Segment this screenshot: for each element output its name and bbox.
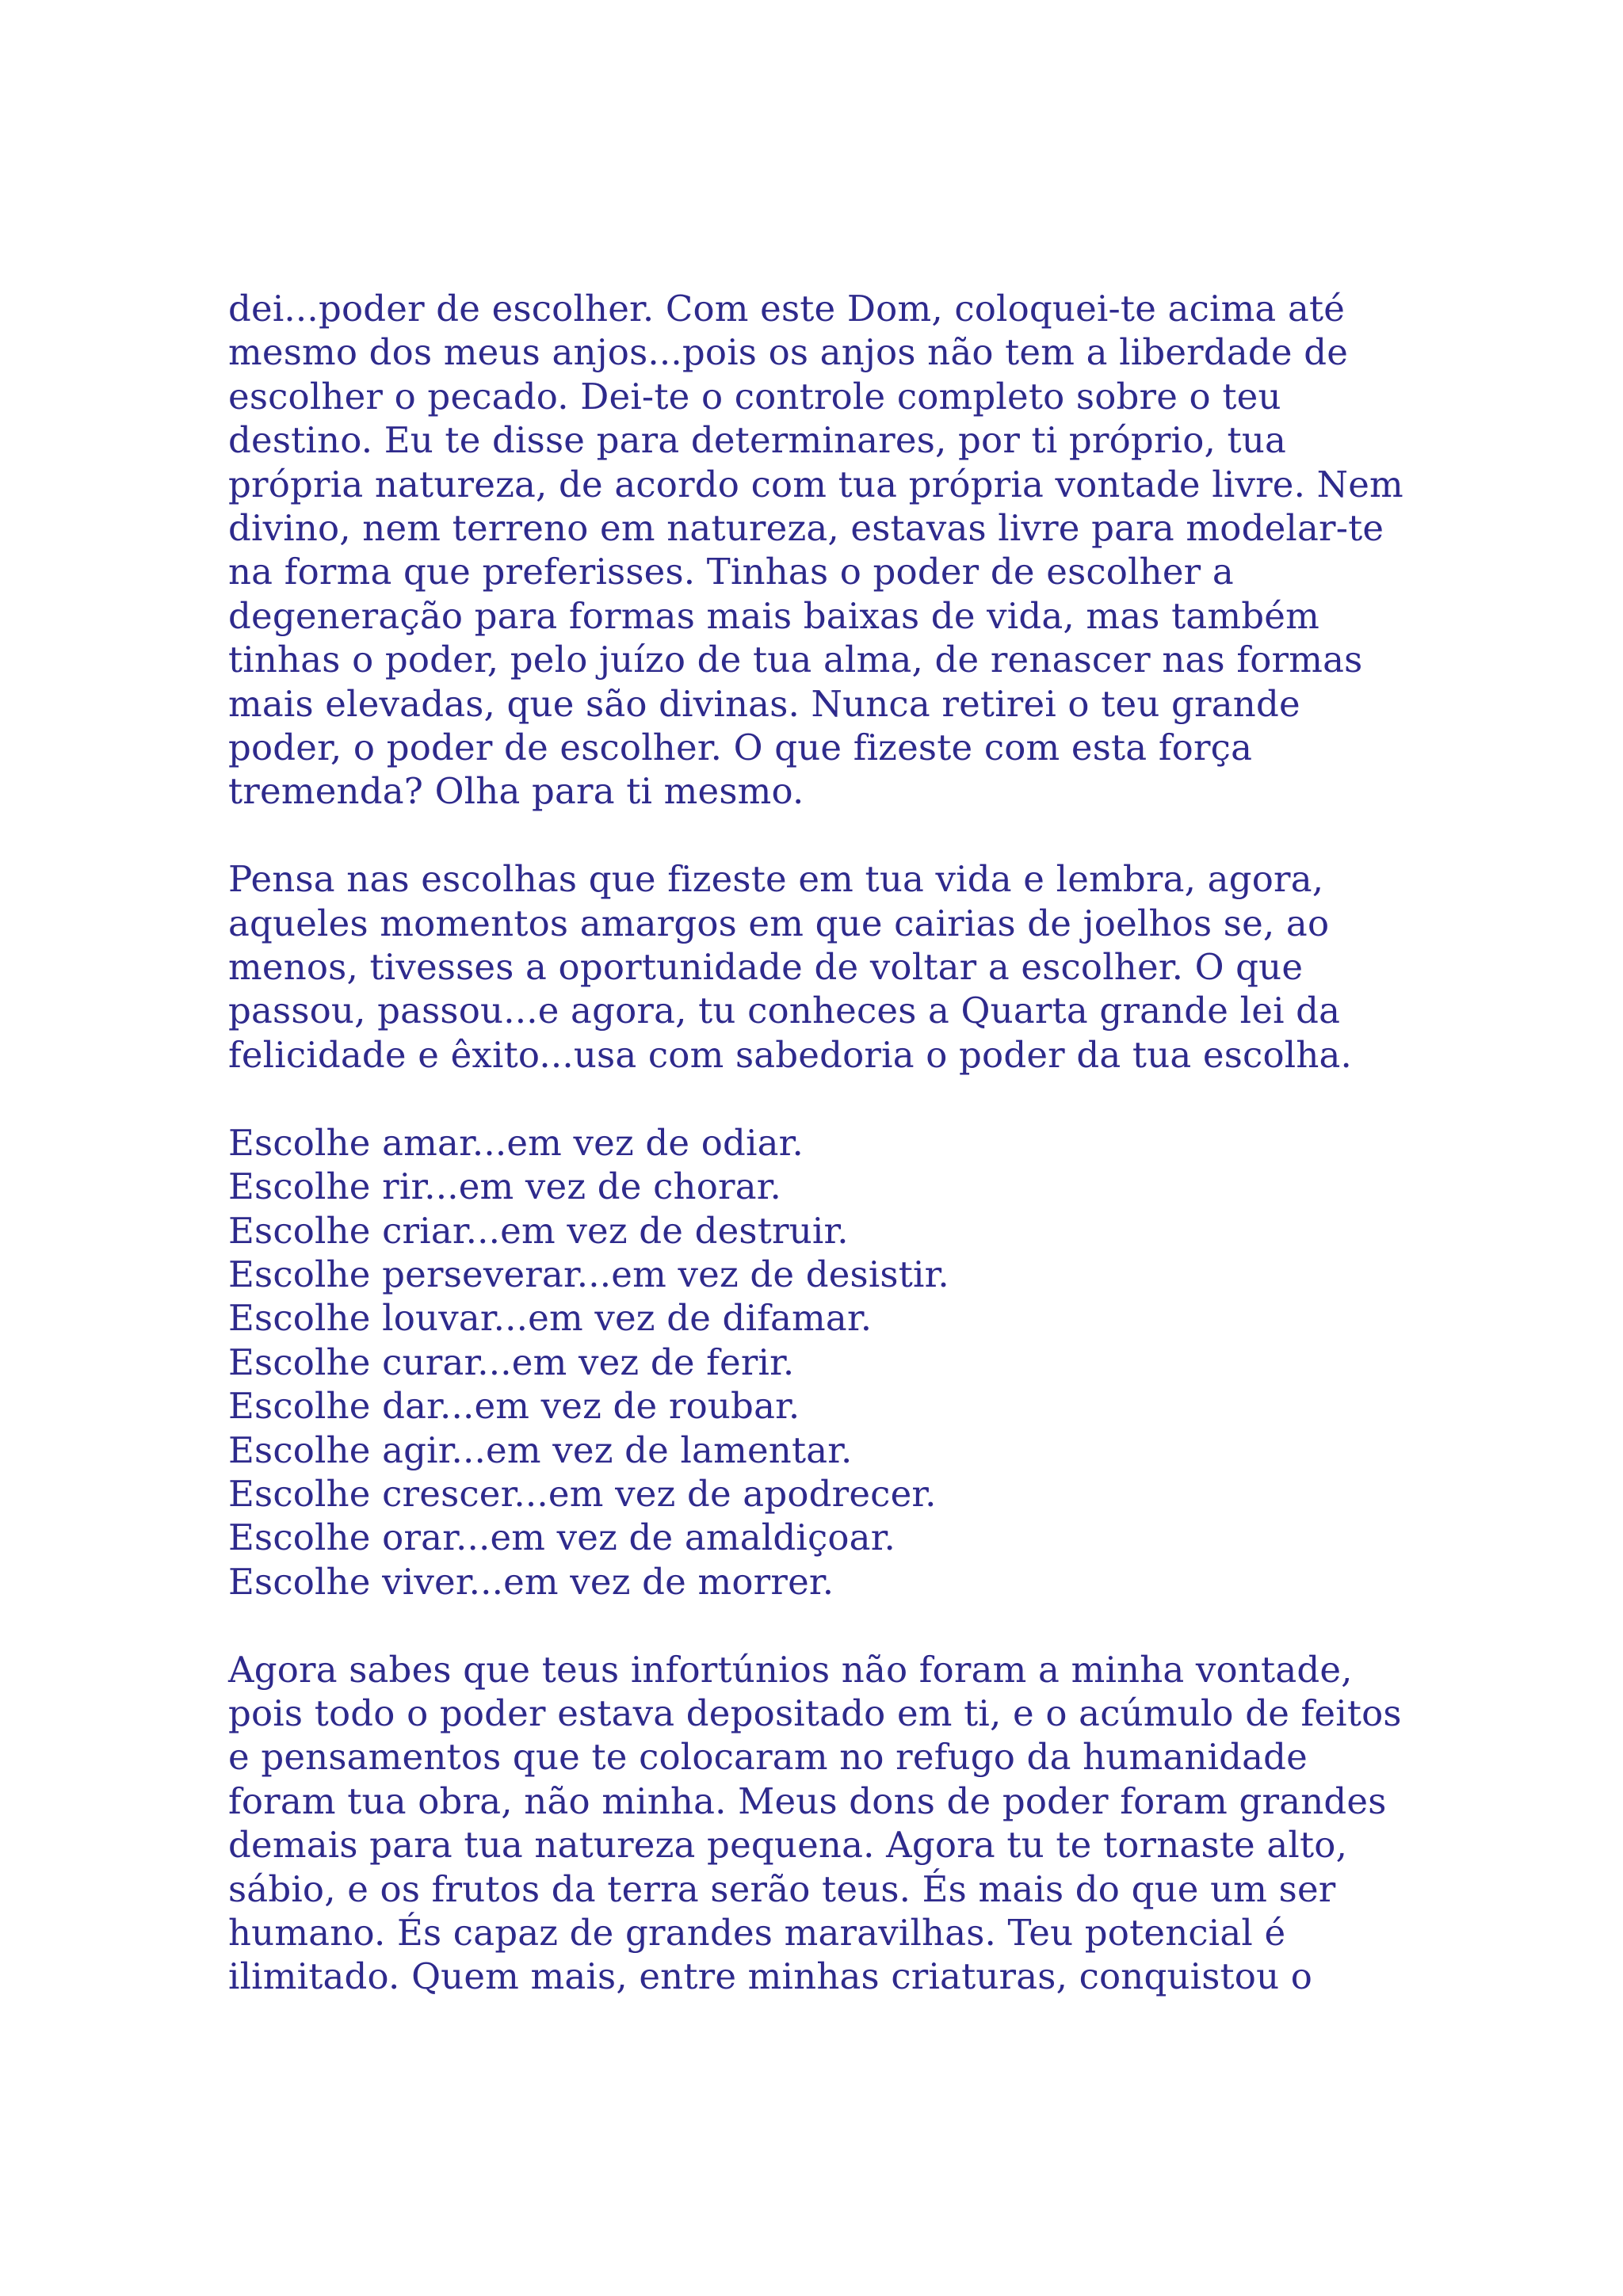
text-line: divino, nem terreno em natureza, estavas livre para modelar-te — [228, 507, 1384, 550]
text-line: tinhas o poder, pelo juízo de tua alma, de renascer nas formas — [228, 639, 1363, 681]
list-item: Escolhe agir...em vez de lamentar. — [228, 1428, 853, 1471]
paragraph-think-of-choices — [228, 857, 1417, 1077]
paragraph-spacer — [228, 1077, 1417, 1120]
body-text — [228, 287, 1417, 1999]
text-line: poder, o poder de escolher. O que fizeste com esta força — [228, 727, 1253, 769]
text-line: destino. Eu te disse para determinares, por ti próprio, tua — [228, 419, 1287, 462]
text-line: escolher o pecado. Dei-te o controle completo sobre o teu — [228, 375, 1281, 418]
list-item: Escolhe orar...em vez de amaldiçoar. — [228, 1516, 896, 1559]
list-item: Escolhe crescer...em vez de apodrecer. — [228, 1472, 937, 1515]
text-line: felicidade e êxito...usa com sabedoria o poder da tua escolha. — [228, 1033, 1353, 1076]
paragraph-spacer — [228, 1604, 1417, 1647]
text-line: pois todo o poder estava depositado em ti, e o acúmulo de feitos — [228, 1691, 1402, 1734]
text-line: degeneração para formas mais baixas de vida, mas também — [228, 594, 1319, 637]
paragraph-spacer — [228, 814, 1417, 857]
paragraph-misfortunes — [228, 1648, 1417, 1999]
text-line: e pensamentos que te colocaram no refugo da humanidade — [228, 1736, 1308, 1779]
list-item: Escolhe curar...em vez de ferir. — [228, 1341, 795, 1383]
list-item: Escolhe rir...em vez de chorar. — [228, 1165, 782, 1208]
list-item: Escolhe criar...em vez de destruir. — [228, 1209, 849, 1252]
list-item: Escolhe viver...em vez de morrer. — [228, 1560, 834, 1603]
text-line: mais elevadas, que são divinas. Nunca retirei o teu grande — [228, 682, 1300, 725]
list-item: Escolhe louvar...em vez de difamar. — [228, 1297, 873, 1340]
list-item: Escolhe dar...em vez de roubar. — [228, 1385, 800, 1428]
text-line: menos, tivesses a oportunidade de voltar a escolher. O que — [228, 946, 1304, 989]
text-line: tremenda? Olha para ti mesmo. — [228, 770, 804, 813]
text-line: aqueles momentos amargos em que cairias de joelhos se, ao — [228, 902, 1330, 944]
text-line: foram tua obra, não minha. Meus dons de poder foram grandes — [228, 1779, 1387, 1822]
paragraph-power-of-choice — [228, 287, 1417, 814]
paragraph-choose-list — [228, 1121, 1417, 1604]
text-line: passou, passou...e agora, tu conheces a Quarta grande lei da — [228, 990, 1341, 1032]
text-line: na forma que preferisses. Tinhas o poder de escolher a — [228, 551, 1234, 593]
text-line: humano. És capaz de grandes maravilhas. Teu potencial é — [228, 1911, 1286, 1954]
text-line: dei...poder de escolher. Com este Dom, coloquei-te acima até — [228, 288, 1346, 330]
text-line: demais para tua natureza pequena. Agora tu te tornaste alto, — [228, 1824, 1348, 1867]
list-item: Escolhe perseverar...em vez de desistir. — [228, 1253, 949, 1295]
text-line: ilimitado. Quem mais, entre minhas criaturas, conquistou o — [228, 1955, 1313, 1998]
text-line: Agora sabes que teus infortúnios não foram a minha vontade, — [228, 1648, 1353, 1691]
text-line: Pensa nas escolhas que fizeste em tua vida e lembra, agora, — [228, 858, 1324, 901]
text-line: mesmo dos meus anjos...pois os anjos não tem a liberdade de — [228, 331, 1349, 374]
list-item: Escolhe amar...em vez de odiar. — [228, 1121, 804, 1164]
text-line: sábio, e os frutos da terra serão teus. És mais do que um ser — [228, 1867, 1336, 1910]
text-line: própria natureza, de acordo com tua própria vontade livre. Nem — [228, 463, 1403, 505]
